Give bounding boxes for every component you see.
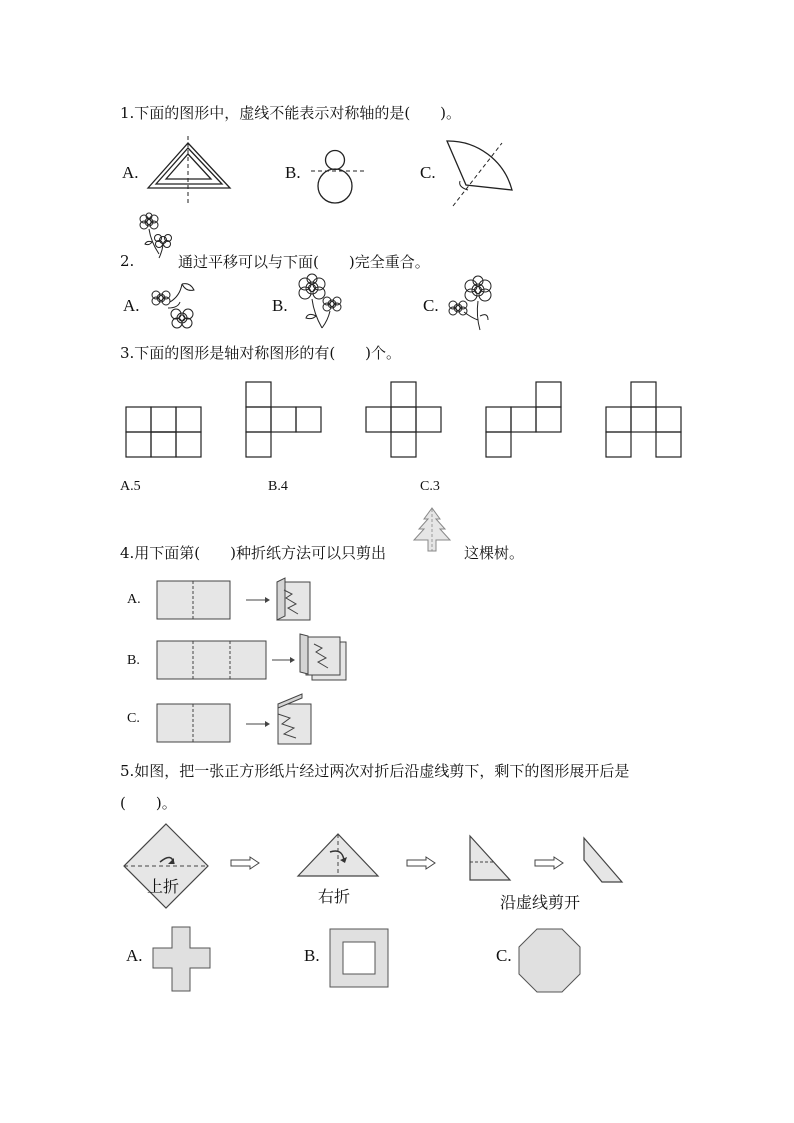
q2-option-b-flowers bbox=[296, 276, 348, 332]
q4-option-a-diagram bbox=[156, 578, 318, 624]
q3-option-b[interactable]: B.4 bbox=[268, 479, 288, 494]
q1-text: 1.下面的图形中，虚线不能表示对称轴的是( )。 bbox=[120, 104, 462, 122]
q5-option-c-label[interactable]: C. bbox=[496, 946, 512, 965]
q5-step1-square bbox=[122, 822, 212, 914]
q2-option-c-label[interactable]: C. bbox=[423, 296, 439, 315]
q5-option-b-label[interactable]: B. bbox=[304, 946, 320, 965]
q3-figure-5 bbox=[606, 381, 686, 459]
q3-figure-2 bbox=[246, 381, 326, 459]
q1-triangle-figure bbox=[146, 134, 236, 210]
q1-snowman-figure bbox=[310, 148, 370, 206]
q4-option-b-label[interactable]: B. bbox=[127, 653, 140, 668]
q2-option-a-flowers bbox=[150, 278, 198, 332]
q1-option-b-label[interactable]: B. bbox=[285, 163, 301, 182]
q5-arrow-2 bbox=[406, 856, 438, 870]
q2-flowers-reference bbox=[137, 212, 175, 260]
q4-text-before: 4.用下面第( )种折纸方法可以只剪出 bbox=[120, 544, 387, 562]
q5-arrow-3 bbox=[534, 856, 566, 870]
q5-text-line2: ( )。 bbox=[120, 794, 177, 812]
q4-option-b-diagram bbox=[156, 634, 352, 686]
q2-option-c-flowers bbox=[446, 276, 494, 332]
q5-option-b-frame bbox=[329, 928, 391, 990]
q3-figure-4 bbox=[486, 381, 566, 459]
q5-step3-label: 沿虚线剪开 bbox=[500, 893, 581, 912]
q4-option-c-label[interactable]: C. bbox=[127, 711, 140, 726]
q4-option-c-diagram bbox=[156, 694, 318, 746]
q5-text: 5.如图，把一张正方形纸片经过两次对折后沿虚线剪下，剩下的图形展开后是 bbox=[120, 762, 630, 780]
q5-step3-folded bbox=[468, 834, 514, 886]
q1-option-a-label[interactable]: A. bbox=[122, 163, 139, 182]
q5-arrow-1 bbox=[230, 856, 262, 870]
q5-option-a-label[interactable]: A. bbox=[126, 946, 143, 965]
q5-option-c-octagon bbox=[518, 928, 584, 996]
q3-option-a[interactable]: A.5 bbox=[120, 479, 141, 494]
q5-step2-triangle bbox=[296, 828, 382, 880]
q4-option-a-label[interactable]: A. bbox=[127, 592, 141, 607]
q2-option-a-label[interactable]: A. bbox=[123, 296, 140, 315]
q2-option-b-label[interactable]: B. bbox=[272, 296, 288, 315]
q3-figure-3 bbox=[366, 381, 446, 459]
q5-step1-label: 上折 bbox=[147, 877, 180, 896]
q2-text: 通过平移可以与下面( )完全重合。 bbox=[178, 253, 430, 271]
q3-option-c[interactable]: C.3 bbox=[420, 479, 440, 494]
q1-option-c-label[interactable]: C. bbox=[420, 163, 436, 182]
q4-tree-icon bbox=[410, 507, 456, 557]
q1-sector-figure bbox=[440, 135, 520, 211]
q5-option-a-cross bbox=[152, 926, 214, 994]
q2-number: 2. bbox=[120, 252, 135, 270]
q3-text: 3.下面的图形是轴对称图形的有( )个。 bbox=[120, 344, 402, 362]
q3-figure-1 bbox=[126, 381, 206, 459]
q5-step4-cut-piece bbox=[582, 836, 628, 886]
q5-step2-label: 右折 bbox=[318, 887, 351, 906]
q4-text-after: 这棵树。 bbox=[464, 544, 525, 562]
